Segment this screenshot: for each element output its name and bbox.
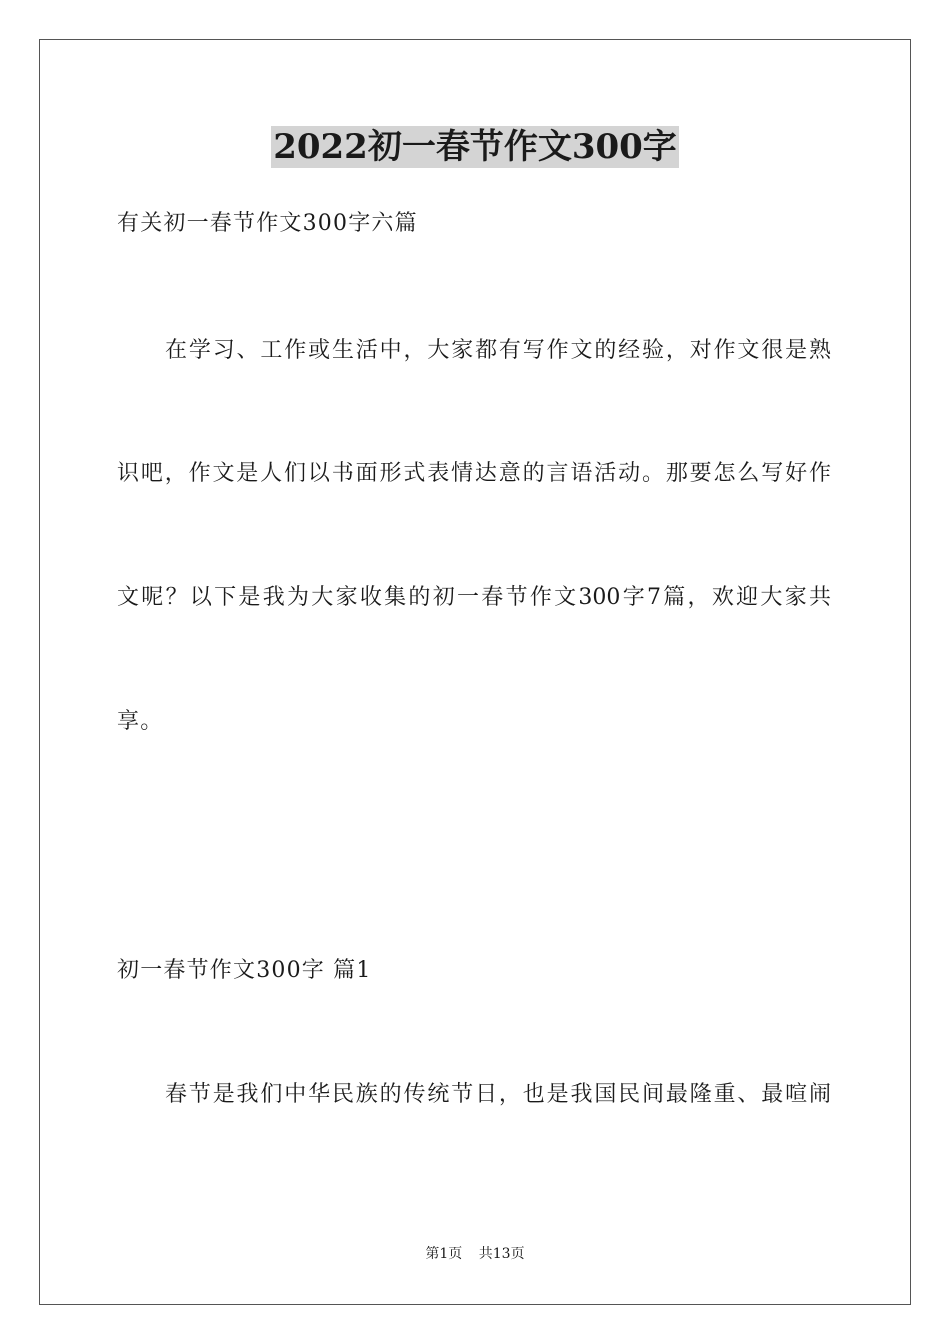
document-subtitle: 有关初一春节作文300字六篇 — [117, 211, 418, 236]
paragraph-line: 春节是我们中华民族的传统节日，也是我国民间最隆重、最喧闹 — [165, 1082, 831, 1107]
page-footer — [0, 1245, 950, 1263]
page-number: 第1页 — [425, 1246, 463, 1262]
paragraph-line: 文呢？以下是我为大家收集的初一春节作文300字7篇，欢迎大家共 — [117, 585, 831, 610]
page-total: 共13页 — [478, 1246, 525, 1262]
document-title: 2022初一春节作文300字 — [273, 127, 677, 167]
paragraph-line: 享。 — [117, 709, 164, 734]
paragraph-line: 识吧，作文是人们以书面形式表情达意的言语活动。那要怎么写好作 — [117, 461, 831, 486]
section-heading: 初一春节作文300字 篇1 — [117, 958, 372, 983]
paragraph-line: 在学习、工作或生活中，大家都有写作文的经验，对作文很是熟 — [165, 338, 831, 363]
title-wrap — [0, 126, 950, 168]
